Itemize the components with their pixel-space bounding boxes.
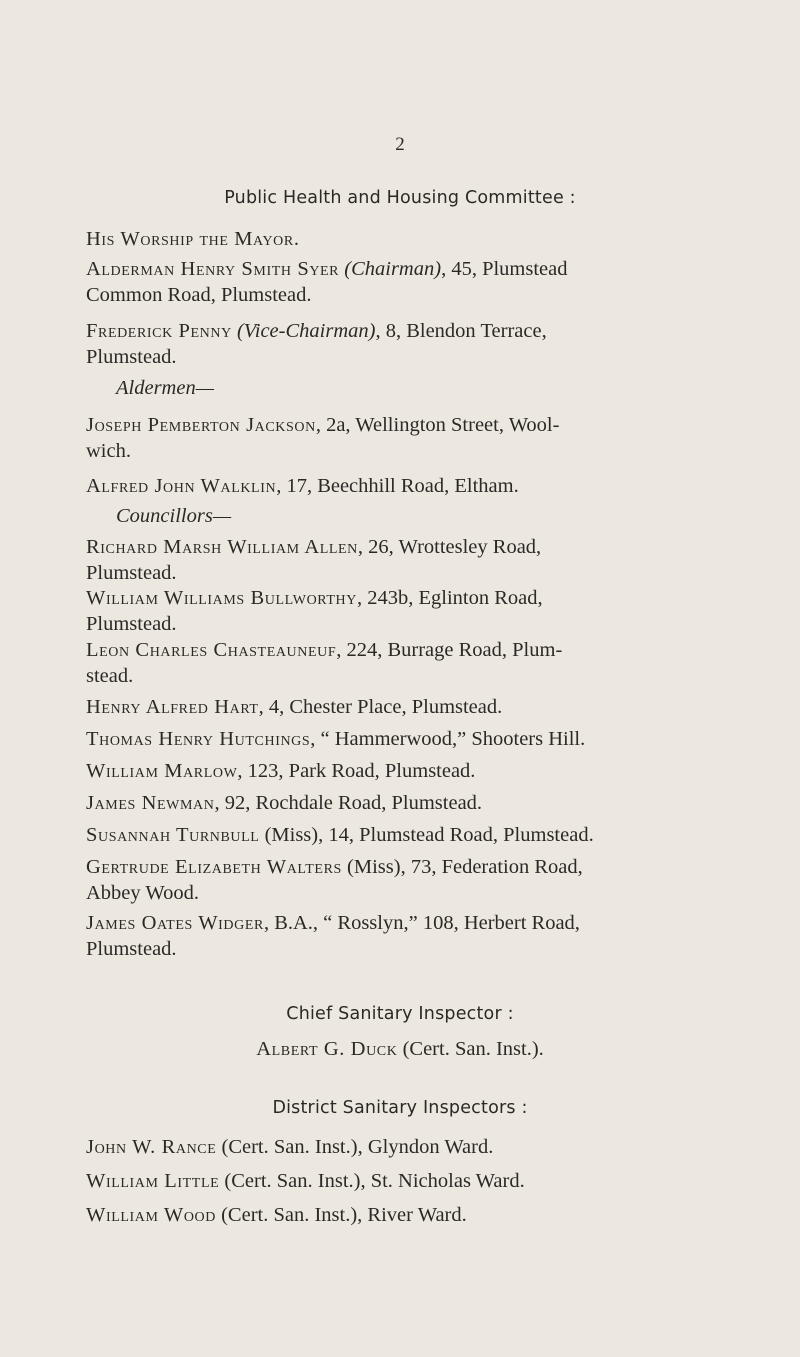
councillor-line1: , 123, Park Road, Plumstead. (237, 760, 476, 782)
councillor-line2: Plumstead. (86, 938, 177, 960)
councillor-name: Henry Alfred Hart (86, 696, 259, 718)
committee-heading: Public Health and Housing Committee : (224, 188, 576, 208)
councillor-name: William Williams Bullworthy (86, 587, 357, 609)
alderman-line1: , 2a, Wellington Street, Wool- (315, 414, 560, 436)
councillor-line1: , 92, Rochdale Road, Plumstead. (214, 792, 483, 814)
councillor-name: Susannah Turnbull (86, 824, 260, 846)
district-inspector-entry (86, 1168, 746, 1194)
councillor-line1: , B.A., “ Rosslyn,” 108, Herbert Road, (263, 912, 580, 934)
vice-chairman-role: (Vice-Chairman) (236, 320, 376, 342)
councillor-entry (86, 534, 746, 586)
councillor-line1: , 4, Chester Place, Plumstead. (258, 696, 503, 718)
alderman-line2: wich. (86, 440, 131, 462)
councillor-line2: Plumstead. (86, 613, 177, 635)
district-inspector-name: John W. Rance (86, 1136, 217, 1158)
vice-chairman-entry (86, 318, 746, 370)
chairman-name: Alderman Henry Smith Syer (86, 258, 340, 280)
district-inspectors-heading: District Sanitary Inspectors : (272, 1098, 528, 1118)
councillor-entry (86, 790, 746, 816)
councillor-line1: , “ Hammerwood,” Shooters Hill. (310, 728, 586, 750)
district-inspector-detail: (Cert. San. Inst.), River Ward. (215, 1204, 467, 1226)
councillor-entry (86, 726, 746, 752)
district-inspector-detail: (Cert. San. Inst.), St. Nicholas Ward. (219, 1170, 525, 1192)
vice-chairman-address-1: , 8, Blendon Terrace, (375, 320, 547, 342)
district-inspector-detail: (Cert. San. Inst.), Glyndon Ward. (216, 1136, 494, 1158)
councillor-name: James Newman (86, 792, 215, 814)
chairman-address-2: Common Road, Plumstead. (86, 284, 312, 306)
councillor-entry (86, 637, 746, 689)
mayor-entry (86, 226, 746, 252)
alderman-line1: , 17, Beechhill Road, Eltham. (276, 475, 519, 497)
district-inspector-entry (86, 1202, 746, 1228)
alderman-entry (86, 412, 746, 464)
councillor-line2: Abbey Wood. (86, 882, 199, 904)
councillors-label: Councillors— (116, 505, 232, 527)
councillor-line1: , 26, Wrottesley Road, (357, 536, 542, 558)
chief-inspector-name: Albert G. Duck (256, 1038, 398, 1060)
alderman-entry (86, 473, 746, 499)
councillor-entry (86, 910, 746, 962)
mayor-text: His Worship the Mayor. (86, 228, 300, 250)
chief-inspector-entry (0, 1038, 800, 1061)
councillor-line1: (Miss), 14, Plumstead Road, Plumstead. (259, 824, 594, 846)
councillor-name: Leon Charles Chasteauneuf (86, 639, 337, 661)
chief-inspector-heading: Chief Sanitary Inspector : (286, 1004, 514, 1024)
alderman-name: Joseph Pemberton Jackson (86, 414, 316, 436)
councillor-line2: Plumstead. (86, 562, 177, 584)
vice-chairman-address-2: Plumstead. (86, 346, 177, 368)
chairman-entry (86, 256, 746, 308)
district-inspector-entry (86, 1134, 746, 1160)
councillor-name: Richard Marsh William Allen (86, 536, 358, 558)
councillor-entry (86, 822, 746, 848)
chief-inspector-qualification: (Cert. San. Inst.). (397, 1038, 544, 1060)
councillor-name: Gertrude Elizabeth Walters (86, 856, 342, 878)
councillor-entry (86, 694, 746, 720)
councillor-entry (86, 758, 746, 784)
councillor-name: William Marlow (86, 760, 238, 782)
chairman-role: (Chairman) (344, 258, 442, 280)
district-inspector-name: William Wood (86, 1204, 216, 1226)
chairman-address-1: , 45, Plumstead (441, 258, 568, 280)
councillor-line1: , 243b, Eglinton Road, (356, 587, 543, 609)
councillor-entry (86, 854, 746, 906)
aldermen-label: Aldermen— (116, 377, 214, 399)
councillor-line1: (Miss), 73, Federation Road, (341, 856, 583, 878)
page-number: 2 (395, 134, 405, 155)
councillor-entry (86, 585, 746, 637)
councillor-name: James Oates Widger (86, 912, 264, 934)
alderman-name: Alfred John Walklin (86, 475, 277, 497)
councillor-line2: stead. (86, 665, 134, 687)
councillor-line1: , 224, Burrage Road, Plum- (336, 639, 563, 661)
vice-chairman-name: Frederick Penny (86, 320, 232, 342)
councillor-name: Thomas Henry Hutchings (86, 728, 311, 750)
district-inspector-name: William Little (86, 1170, 220, 1192)
